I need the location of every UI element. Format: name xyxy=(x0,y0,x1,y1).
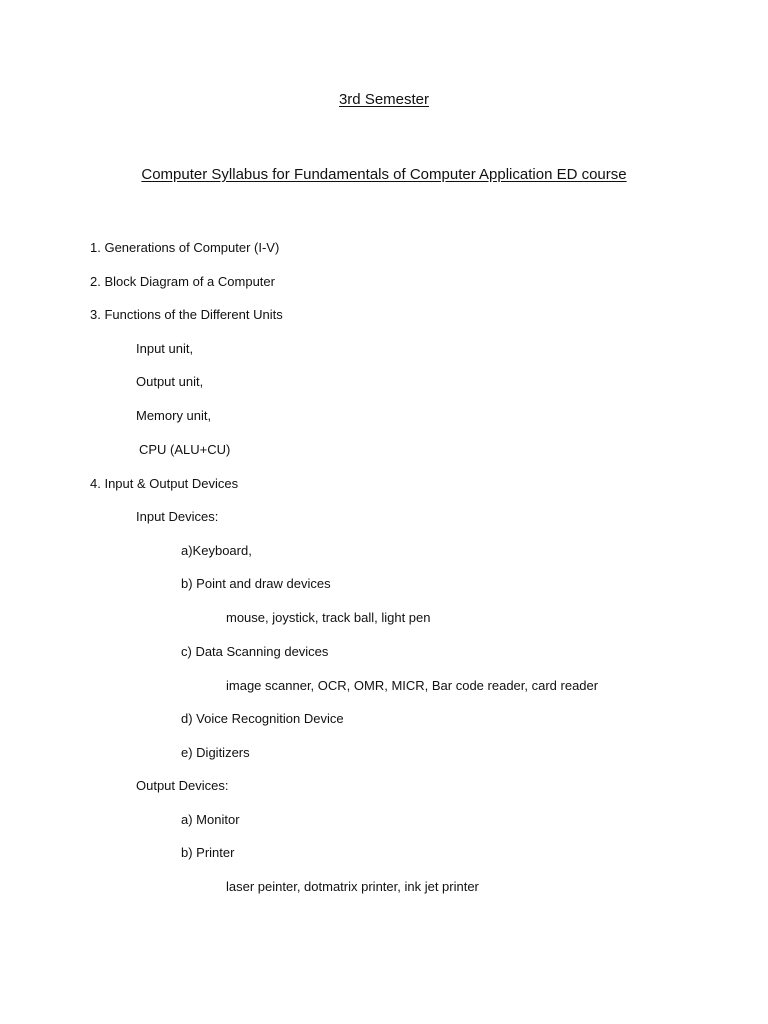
syllabus-detail: image scanner, OCR, OMR, MICR, Bar code reader, card reader xyxy=(226,678,599,693)
syllabus-subsubitem: d) Voice Recognition Device xyxy=(181,711,344,726)
syllabus-subsubitem: a) Monitor xyxy=(181,812,240,827)
syllabus-subitem: Output Devices: xyxy=(136,778,229,793)
syllabus-subitem: CPU (ALU+CU) xyxy=(139,442,231,457)
course-title: Computer Syllabus for Fundamentals of Computer Application ED course xyxy=(141,166,627,183)
syllabus-subsubitem: a)Keyboard, xyxy=(181,543,252,558)
syllabus-subsubitem: c) Data Scanning devices xyxy=(181,644,329,659)
syllabus-subsubitem: b) Point and draw devices xyxy=(181,576,331,591)
semester-heading: 3rd Semester xyxy=(338,91,430,108)
syllabus-subsubitem: b) Printer xyxy=(181,845,235,860)
syllabus-item: 4. Input & Output Devices xyxy=(90,476,239,491)
syllabus-subsubitem: e) Digitizers xyxy=(181,745,250,760)
syllabus-item: 3. Functions of the Different Units xyxy=(90,307,283,322)
syllabus-detail: mouse, joystick, track ball, light pen xyxy=(226,610,431,625)
syllabus-subitem: Input Devices: xyxy=(136,509,219,524)
syllabus-item: 2. Block Diagram of a Computer xyxy=(90,274,275,289)
syllabus-item: 1. Generations of Computer (I-V) xyxy=(90,240,280,255)
syllabus-detail: laser peinter, dotmatrix printer, ink jet printer xyxy=(226,879,479,894)
syllabus-subitem: Output unit, xyxy=(136,374,204,389)
syllabus-subitem: Memory unit, xyxy=(136,408,212,423)
syllabus-subitem: Input unit, xyxy=(136,341,194,356)
